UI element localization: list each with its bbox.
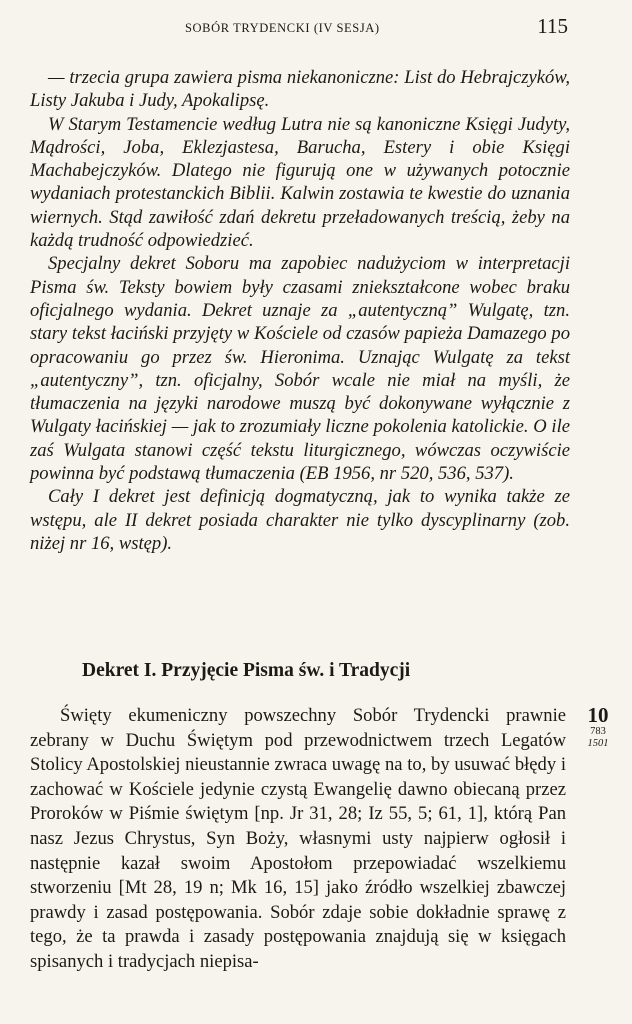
margin-ref-ds: 1501	[587, 738, 609, 749]
margin-reference	[578, 704, 618, 750]
commentary-paragraph: W Starym Testamencie według Lutra nie są kanoniczne Księgi Judyty, Mądrości, Joba, Eklezjastesa, Barucha, Estery i obie Księgi Machabejczyków. Dlatego nie figurują one w używanych potocznie wydaniach protestanckich Biblii. Kalwin zostawia te kwestie do uznania wiernych. Stąd zawiłość zdań dekretu przeładowanych treścią, żeby na każdą trudność odpowiedzieć.	[30, 113, 570, 252]
decree-body	[30, 704, 566, 975]
commentary-paragraph: Specjalny dekret Soboru ma zapobiec nadużyciom w interpretacji Pisma św. Teksty bowiem były czasami zniekształcone wobec braku oficjalnego wydania. Dekret uznaje za „autentyczną” Wulgatę, tzn. stary tekst łaciński przyjęty w Kościele od czasów papieża Damazego po opracowaniu go przez św. Hieronima. Uznając Wulgatę za tekst „autentyczny”, tzn. oficjalny, Sobór wcale nie miał na myśli, że tłumaczenia na języki narodowe muszą być dokonywane wyłącznie z Wulgaty łacińskiej — jak to zrozumiały liczne pokolenia katolickie. O ile zaś Wulgata stanowi część tekstu liturgicznego, wówczas oczywiście powinna być podstawą tłumaczenia (EB 1956, nr 520, 536, 537).	[30, 253, 570, 485]
commentary-paragraph: — trzecia grupa zawiera pisma niekanoniczne: List do Hebrajczyków, Listy Jakuba i Judy, Apokalipsę.	[30, 67, 570, 112]
running-title: SOBÓR TRYDENCKI (IV SESJA)	[185, 21, 380, 35]
commentary-paragraph: Cały I dekret jest definicją dogmatyczną, jak to wynika także ze wstępu, ale II dekret posiada charakter nie tylko dyscyplinarny (zob. niżej nr 16, wstęp).	[30, 486, 570, 554]
decree-title: Dekret I. Przyjęcie Pisma św. i Tradycji	[82, 660, 411, 681]
margin-ref-denzinger: 783	[590, 726, 606, 737]
margin-number: 10	[587, 703, 609, 727]
page-number: 115	[537, 14, 568, 38]
page-header	[0, 14, 632, 44]
commentary-text	[30, 66, 570, 555]
decree-paragraph: Święty ekumeniczny powszechny Sobór Trydencki prawnie zebrany w Duchu Świętym pod przewodnictwem trzech Legatów Stolicy Apostolskiej nieustannie zwraca uwagę na to, by usuwać błędy i zachować w Kościele jedynie czystą Ewangelię dawno obiecaną przez Proroków w Piśmie świętym [np. Jr 31, 28; Iz 55, 5; 61, 1], którą Pan nasz Jezus Chrystus, Syn Boży, własnymi usty najpierw ogłosił i następnie kazał swoim Apostołom przepowiadać wszelkiemu stworzeniu [Mt 28, 19 n; Mk 16, 15] jako źródło wszelkiej zbawczej prawdy i zasad postępowania. Sobór zdaje sobie dokładnie sprawę z tego, że ta prawda i zasady postępowania znajdują się w księgach spisanych i tradycjach niepisa-	[30, 705, 566, 972]
